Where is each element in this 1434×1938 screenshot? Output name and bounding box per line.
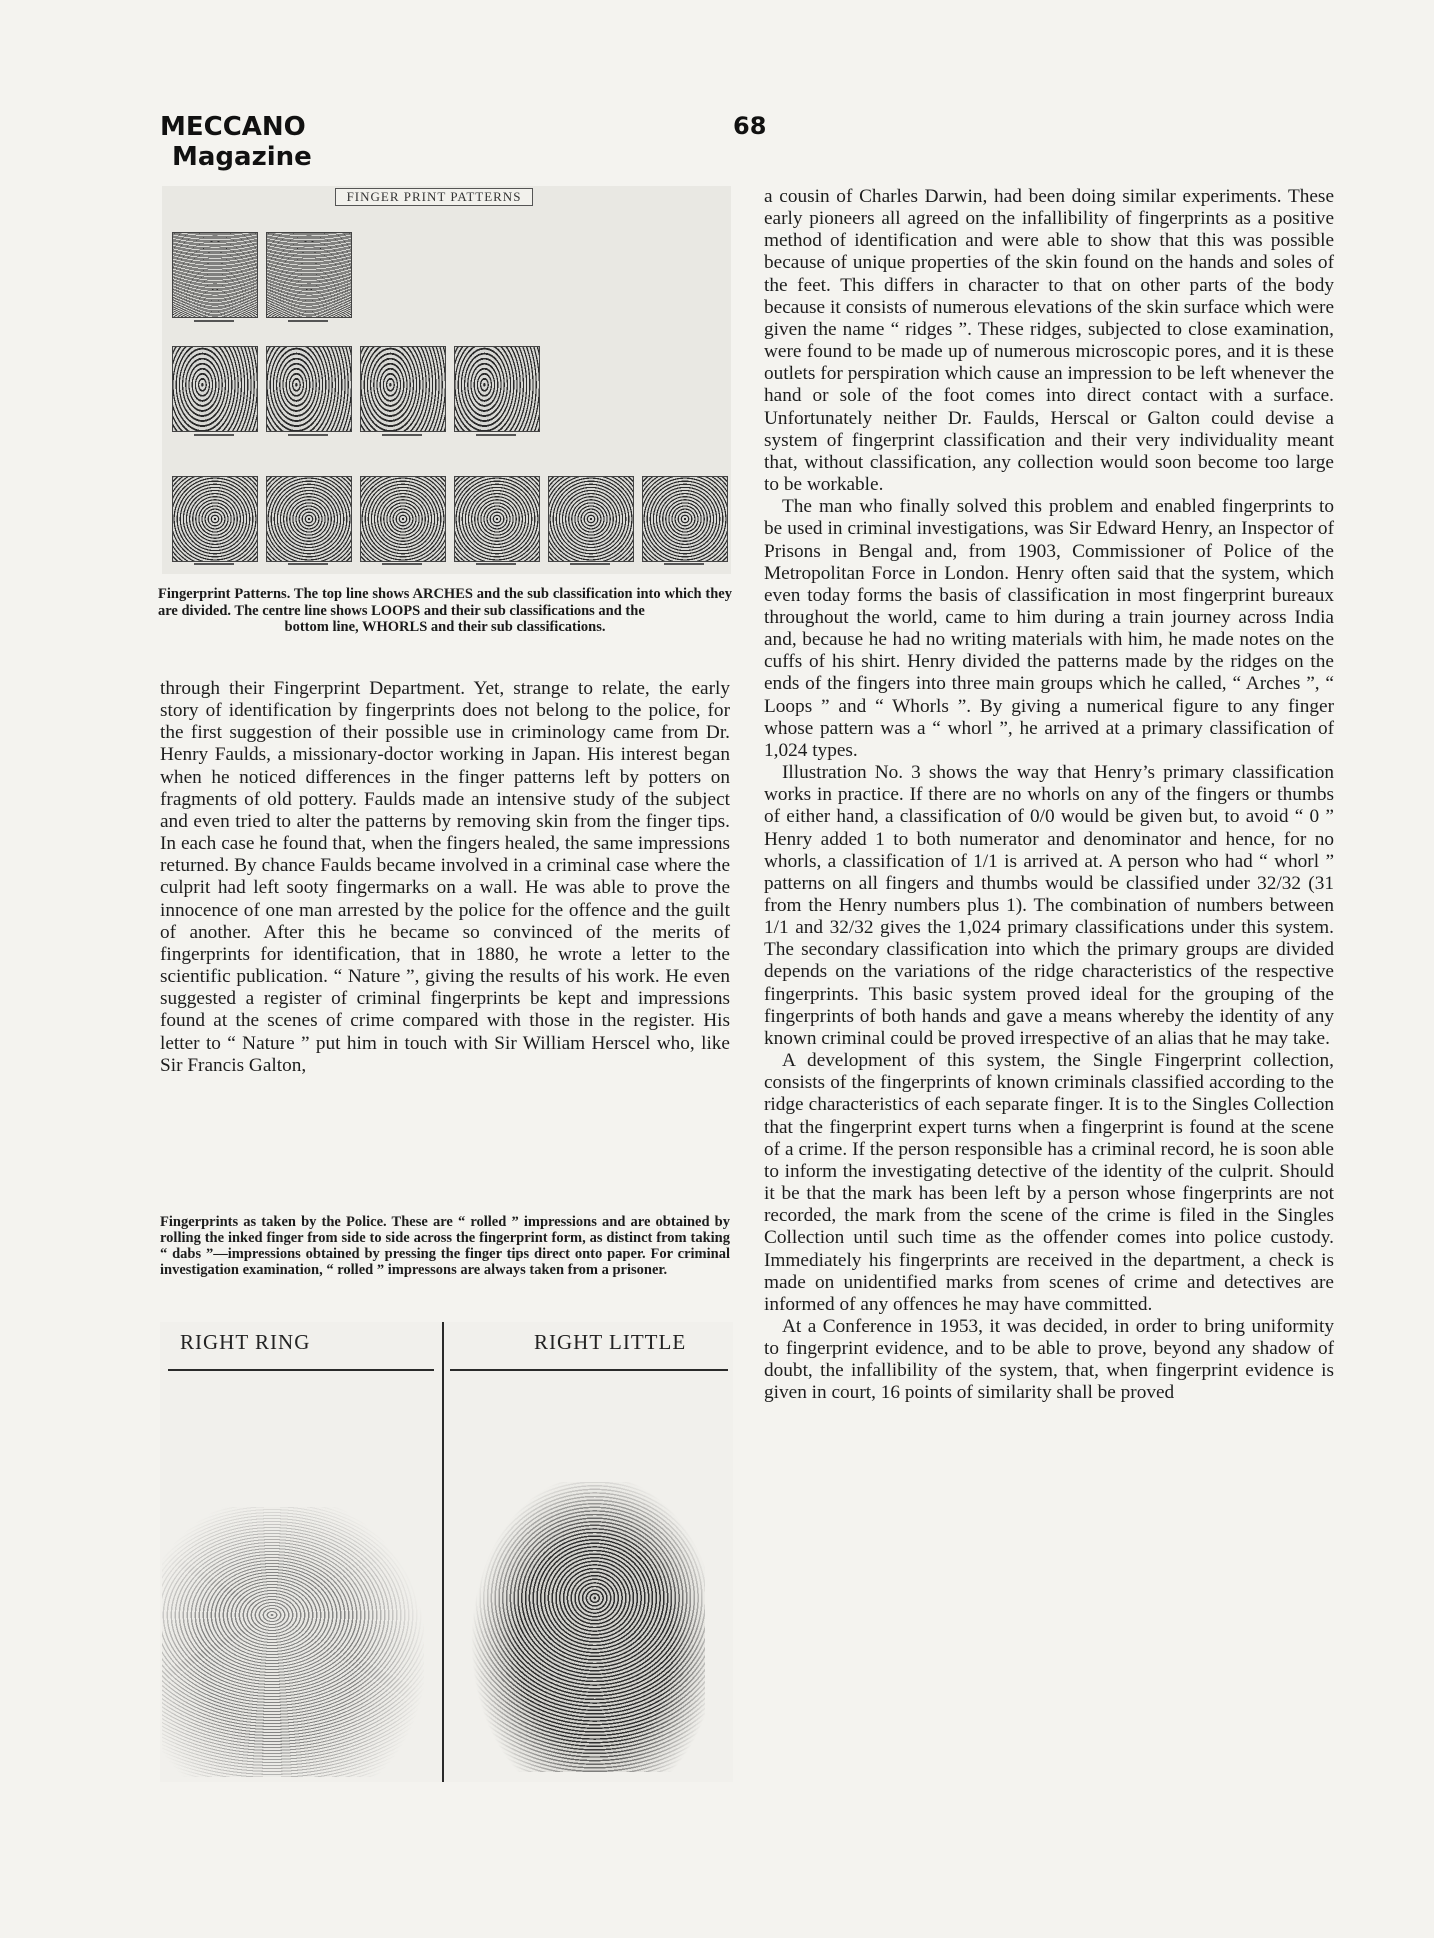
right-little-fingerprint-image [460,1482,705,1772]
magazine-title-line2: Magazine [172,142,312,172]
right-little-label: RIGHT LITTLE [534,1330,687,1354]
whorl-print-1 [172,476,258,562]
vertical-divider [442,1322,444,1782]
loop-print-3 [360,346,446,432]
figure1-caption [158,586,732,636]
right-paragraph-3: Illustration No. 3 shows the way that Henry’s primary classification works in practice. If there are no whorls on any of the fingers or thumbs of either hand, a classification of 0/0 would be given but, to avoid “ 0 ” Henry added 1 to both numerator and denominator and hence, for no whorls, a classification of 1/1 is arrived at. A person who had “ whorl ” patterns on all fingers and thumbs would be classified under 32/32 (31 from the Henry numbers plus 1). The combination of numbers between 1/1 and 32/32 gives the 1,024 primary classifications under this system. The secondary classification into which the primary groups are divided depends on the variations of the ridge characteristics of the respective fingerprints. This basic system proved ideal for the grouping of the fingerprints of both hands and gave a means whereby the identity of any known criminal could be proved irrespective of an alias that he may take. [764,762,1334,1049]
whorl-print-4-label [454,563,538,565]
left-divider-rule [168,1369,434,1371]
loop-print-1-label [172,434,256,436]
right-paragraph-5: At a Conference in 1953, it was decided, in order to bring uniformity to fingerprint evidence, and to be able to prove, beyond any shadow of doubt, the infallibility of the system, that, when fingerprint evidence is given in court, 16 points of similarity shall be proved [764,1315,1334,1404]
loop-print-4-label [454,434,538,436]
page-number: 68 [733,112,767,140]
figure2-caption: Fingerprints as taken by the Police. These are “ rolled ” impressions and are obtained by rolling the inked finger from side to side across the fingerprint form, as distinct from taking “ dabs ”—impressions obtained by pressing the finger tips direct onto paper. For criminal investigation examination, “ rolled ” impressons are always taken from a prisoner. [160,1214,730,1278]
whorl-print-1-label [172,563,256,565]
figure-title: FINGER PRINT PATTERNS [335,188,533,206]
arch-print-2 [266,232,352,318]
whorl-print-3 [360,476,446,562]
loop-print-3-label [360,434,444,436]
whorl-print-3-label [360,563,444,565]
rolled-impressions-figure [160,1322,733,1782]
whorl-print-6-label [642,563,726,565]
arch-print-1-label [172,320,256,322]
loop-print-2 [266,346,352,432]
whorl-print-5-label [548,563,632,565]
figure1-caption-text: Fingerprint Patterns. The top line shows ARCHES and the sub classification into which they are divided. The centre line shows LOOPS and their sub classifications and the [158,586,732,619]
finger-print-patterns-figure [162,186,731,574]
whorl-print-5 [548,476,634,562]
left-column-text [160,678,730,1077]
figure1-caption-last-line: bottom line, WHORLS and their sub classifications. [284,619,606,635]
arch-print-1 [172,232,258,318]
right-ring-label: RIGHT RING [180,1330,311,1354]
magazine-title-line1: MECCANO [160,112,306,142]
right-paragraph-2: The man who finally solved this problem and enabled fingerprints to be used in criminal investigations, was Sir Edward Henry, an Inspector of Prisons in Bengal and, from 1903, Commissioner of Police of the Metropolitan Force in London. Henry often said that the system, which even today forms the basis of classification in most fingerprint bureaux throughout the world, came to him during a train journey across India and, because he had no writing materials with him, he made notes on the cuffs of his shirt. Henry divided the patterns made by the ridges on the ends of the fingers into three main groups which he called, “ Arches ”, “ Loops ” and “ Whorls ”. By giving a numerical figure to any finger whose pattern was a “ whorl ”, he arrived at a primary classification of 1,024 types. [764,496,1334,761]
loop-print-4 [454,346,540,432]
loop-print-1 [172,346,258,432]
right-paragraph-4: A development of this system, the Single Fingerprint collection, consists of the fingerprints of known criminals classified according to the ridge characteristics of each separate finger. It is to the Singles Collection that the fingerprint expert turns when a fingerprint is found at the scene of a crime. If the person responsible has a criminal record, he is soon able to inform the investigating detective of the identity of the culprit. Should it be that the mark has been left by a person whose fingerprints are not recorded, the mark from the scene of the crime is filed in the Singles Collection until such time as the offender comes into police custody. Immediately his fingerprints are received in the department, a check is made on unidentified marks from scenes of crime and detectives are informed of any offences he may have committed. [764,1050,1334,1315]
right-paragraph-1: a cousin of Charles Darwin, had been doing similar experiments. These early pioneers all agreed on the infallibility of fingerprints as a positive method of identification and were able to show that this was possible because of unique properties of the skin found on the hands and soles of the feet. This differs in character to that on other parts of the body because it consists of numerous elevations of the skin surface which were given the name “ ridges ”. These ridges, subjected to close examination, were found to be made up of numerous microscopic pores, and it is these outlets for perspiration which cause an impression to be left whenever the hand or sole of the foot comes into direct contact with a surface. Unfortunately neither Dr. Faulds, Herscal or Galton could devise a system of fingerprint classification and their very individuality meant that, without classification, any collection would soon become too large to be workable. [764,186,1334,496]
whorl-print-6 [642,476,728,562]
loop-print-2-label [266,434,350,436]
whorl-print-2 [266,476,352,562]
whorl-print-2-label [266,563,350,565]
right-column-text [764,186,1334,1405]
right-ring-fingerprint-image [162,1507,424,1777]
arch-print-2-label [266,320,350,322]
left-paragraph: through their Fingerprint Department. Yet, strange to relate, the early story of identification by fingerprints does not belong to the police, for the first suggestion of their possible use in criminology came from Dr. Henry Faulds, a missionary-doctor working in Japan. His interest began when he noticed differences in the finger patterns left by potters on fragments of old pottery. Faulds made an intensive study of the subject and even tried to alter the patterns by removing skin from the finger tips. In each case he found that, when the fingers healed, the same impressions returned. By chance Faulds became involved in a criminal case where the culprit had left sooty fingermarks on a wall. He was able to prove the innocence of one man arrested by the police for the offence and the guilt of another. After this he became so convinced of the merits of fingerprints for identification, that in 1880, he wrote a letter to the scientific publication. “ Nature ”, giving the results of his work. He even suggested a register of criminal fingerprints be kept and impressions found at the scenes of crime compared with those in the register. His letter to “ Nature ” put him in touch with Sir William Herscel who, like Sir Francis Galton, [160,678,730,1076]
whorl-print-4 [454,476,540,562]
magazine-title [160,112,312,172]
right-divider-rule [450,1369,728,1371]
